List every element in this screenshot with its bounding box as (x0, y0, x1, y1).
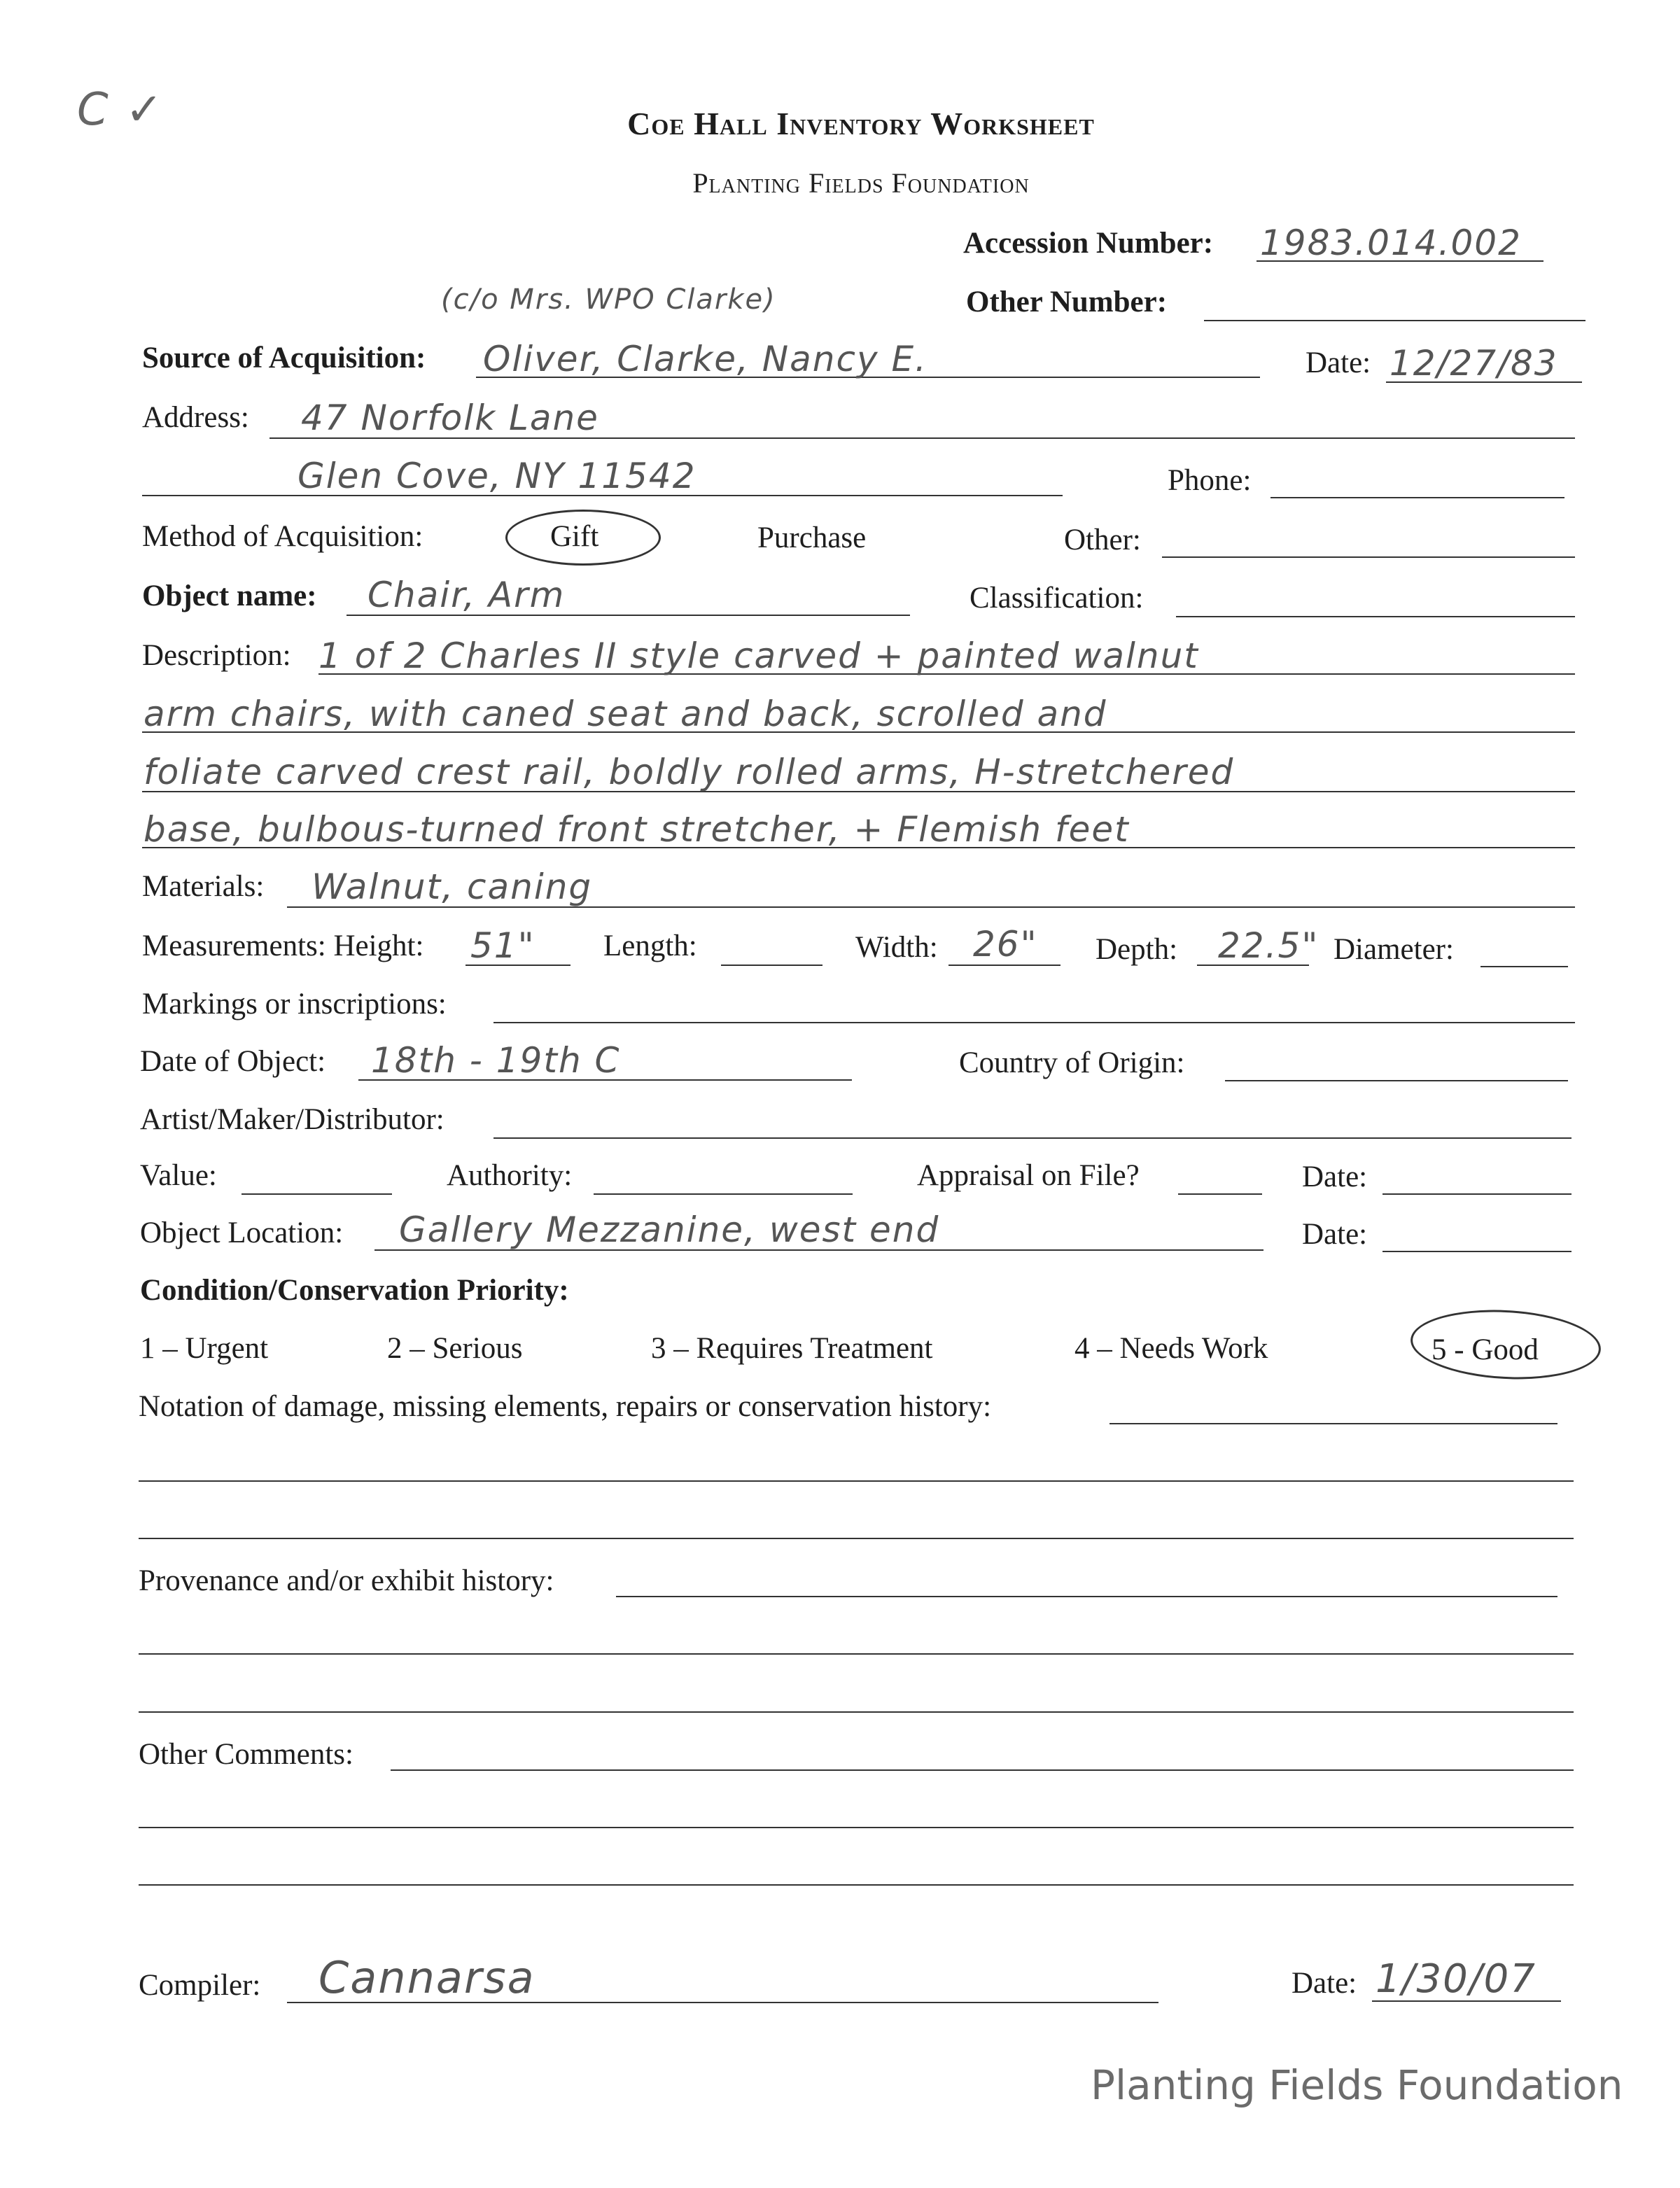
location-date-label: Date: (1302, 1218, 1368, 1251)
method-purchase: Purchase (757, 521, 867, 554)
provenance-line-2 (139, 1653, 1574, 1655)
markings-line (493, 1022, 1575, 1023)
accession-number-label: Accession Number: (963, 227, 1214, 260)
condition-urgent: 1 – Urgent (140, 1332, 269, 1365)
phone-label: Phone: (1168, 464, 1252, 497)
object-name-label: Object name: (142, 580, 317, 612)
method-gift: Gift (550, 520, 599, 553)
width-label: Width: (855, 931, 938, 964)
artist-line (493, 1137, 1572, 1139)
markings-label: Markings or inscriptions: (142, 988, 447, 1021)
description-text-1: 1 of 2 Charles II style carved + painted walnut (318, 636, 1199, 676)
appraisal-label: Appraisal on File? (917, 1159, 1140, 1192)
object-location-label: Object Location: (140, 1216, 344, 1249)
classification-line (1176, 616, 1575, 617)
provenance-label: Provenance and/or exhibit history: (139, 1564, 554, 1597)
worksheet-subtitle: Planting Fields Foundation (692, 167, 1030, 199)
foundation-watermark: Planting Fields Foundation (1091, 2061, 1623, 2109)
other-number-label: Other Number: (966, 286, 1168, 318)
condition-requires-treatment: 3 – Requires Treatment (651, 1332, 933, 1365)
compiler-date-value: 1/30/07 (1376, 1956, 1536, 2002)
corner-check-mark: C ✓ (77, 84, 164, 136)
width-value: 26" (973, 924, 1038, 965)
depth-value: 22.5" (1218, 925, 1320, 966)
phone-line (1270, 497, 1564, 498)
comments-line-3 (139, 1884, 1574, 1886)
condition-needs-work: 4 – Needs Work (1074, 1332, 1268, 1365)
date-of-object-label: Date of Object: (140, 1045, 326, 1078)
object-location-value: Gallery Mezzanine, west end (399, 1209, 940, 1250)
description-text-2: arm chairs, with caned seat and back, scrolled and (144, 694, 1107, 734)
worksheet-title: Coe Hall Inventory Worksheet (627, 106, 1095, 141)
method-label: Method of Acquisition: (142, 520, 424, 553)
country-line (1225, 1080, 1568, 1081)
source-date-label: Date: (1306, 346, 1371, 379)
object-name-value: Chair, Arm (368, 575, 566, 615)
materials-label: Materials: (142, 870, 265, 903)
date-of-object-value: 18th - 19th C (371, 1040, 621, 1081)
condition-label: Condition/Conservation Priority: (140, 1274, 569, 1307)
location-date-line (1382, 1251, 1572, 1252)
method-other-label: Other: (1064, 524, 1141, 556)
width-line (948, 965, 1060, 966)
height-value: 51" (470, 925, 536, 966)
description-text-3: foliate carved crest rail, boldly rolled arms, H-stretchered (144, 752, 1235, 792)
other-comments-label: Other Comments: (139, 1738, 354, 1771)
authority-line (594, 1193, 853, 1195)
condition-good: 5 - Good (1432, 1333, 1539, 1366)
compiler-date-label: Date: (1292, 1967, 1357, 2000)
artist-label: Artist/Maker/Distributor: (140, 1103, 444, 1136)
appraisal-line (1178, 1193, 1262, 1195)
address-label: Address: (142, 401, 249, 434)
provenance-line-1 (616, 1596, 1558, 1597)
materials-value: Walnut, caning (312, 867, 593, 907)
description-text-4: base, bulbous-turned front stretcher, + Flemish feet (144, 809, 1130, 850)
value-date-line (1382, 1193, 1572, 1195)
provenance-line-3 (139, 1711, 1574, 1713)
classification-label: Classification: (969, 582, 1144, 615)
compiler-value: Cannarsa (318, 1952, 536, 2003)
notation-line-3 (139, 1538, 1574, 1539)
notation-label: Notation of damage, missing elements, repairs or conservation history: (139, 1390, 992, 1423)
length-line (721, 965, 822, 966)
measurements-height-label: Measurements: Height: (142, 930, 424, 962)
other-number-line (1204, 320, 1586, 321)
accession-number-value: 1983.014.002 (1260, 223, 1522, 263)
source-date-value: 12/27/83 (1390, 343, 1558, 384)
condition-serious: 2 – Serious (387, 1332, 523, 1365)
comments-line-2 (139, 1827, 1574, 1828)
source-label: Source of Acquisition: (142, 342, 426, 374)
value-line (241, 1193, 392, 1195)
diameter-line (1480, 966, 1568, 967)
description-label: Description: (142, 639, 291, 672)
care-of-note: (c/o Mrs. WPO Clarke) (441, 283, 776, 316)
country-label: Country of Origin: (959, 1046, 1185, 1079)
length-label: Length: (603, 930, 697, 962)
notation-line-2 (139, 1480, 1574, 1482)
source-value: Oliver, Clarke, Nancy E. (483, 339, 927, 379)
value-date-label: Date: (1302, 1160, 1368, 1193)
compiler-label: Compiler: (139, 1969, 261, 2002)
notation-line-1 (1110, 1423, 1558, 1424)
method-other-line (1162, 556, 1575, 558)
comments-line-1 (391, 1769, 1574, 1771)
depth-label: Depth: (1096, 933, 1178, 966)
diameter-label: Diameter: (1334, 933, 1454, 966)
address-line-1-value: 47 Norfolk Lane (301, 398, 599, 438)
value-label: Value: (140, 1159, 217, 1192)
authority-label: Authority: (447, 1159, 573, 1192)
address-line-2-value: Glen Cove, NY 11542 (298, 456, 696, 496)
